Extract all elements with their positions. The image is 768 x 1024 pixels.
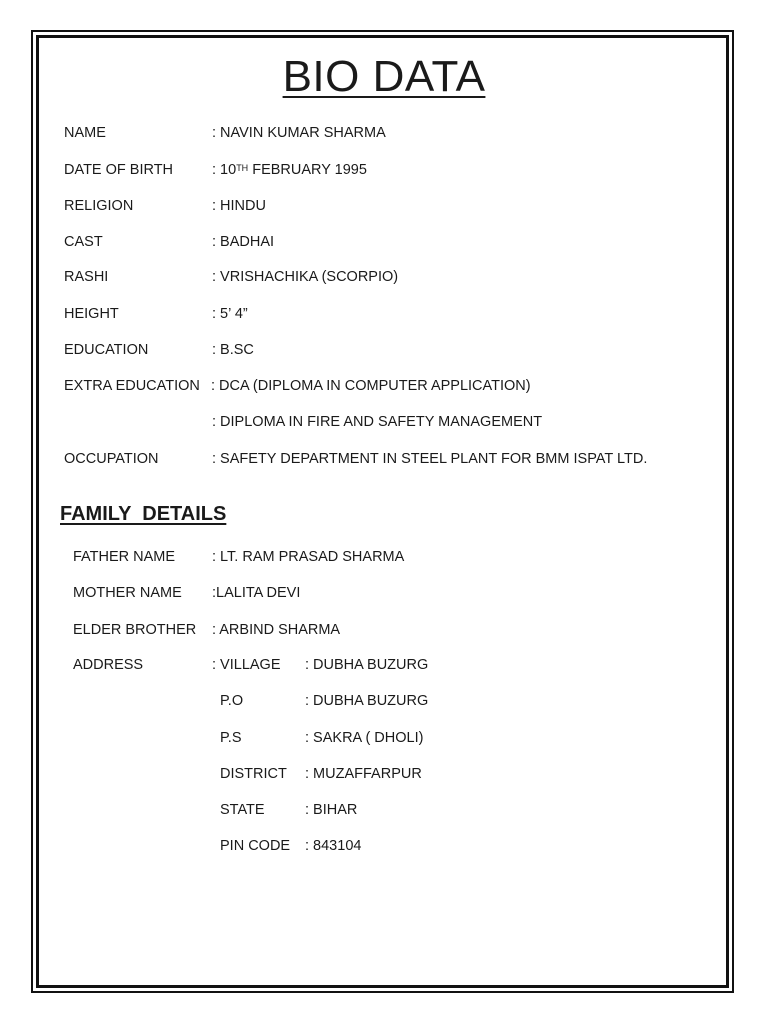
address-label: ADDRESS xyxy=(73,657,144,673)
mother-label: MOTHER NAME xyxy=(73,585,182,601)
dob-month-year: FEBRUARY 1995 xyxy=(248,162,367,178)
name-value: : NAVIN KUMAR SHARMA xyxy=(212,125,386,141)
height-value: : 5’ 4” xyxy=(212,306,248,322)
po-value: : DUBHA BUZURG xyxy=(305,693,429,709)
pin-code-value: : 843104 xyxy=(305,838,362,854)
dob-value xyxy=(212,161,367,179)
mother-value: :LALITA DEVI xyxy=(212,585,301,601)
dob-label: DATE OF BIRTH xyxy=(64,162,174,178)
address-village-value: : DUBHA BUZURG xyxy=(305,657,429,673)
cast-value: : BADHAI xyxy=(212,234,275,250)
dob-day: : 10 xyxy=(212,162,237,178)
page-title: BIO DATA xyxy=(282,52,486,101)
occupation-label: OCCUPATION xyxy=(64,451,159,467)
education-label: EDUCATION xyxy=(64,342,149,358)
dob-ordinal: TH xyxy=(236,163,249,173)
religion-label: RELIGION xyxy=(64,198,134,214)
extra-education-value: : DCA (DIPLOMA IN COMPUTER APPLICATION) xyxy=(211,378,531,394)
occupation-value: : SAFETY DEPARTMENT IN STEEL PLANT FOR BMM ISPAT LTD. xyxy=(212,451,648,467)
ps-value: : SAKRA ( DHOLI) xyxy=(305,730,424,746)
extra-education-label: EXTRA EDUCATION xyxy=(64,378,200,394)
education-value: : B.SC xyxy=(212,342,254,358)
address-village-label: : VILLAGE xyxy=(212,657,281,673)
father-value: : LT. RAM PRASAD SHARMA xyxy=(212,549,405,565)
district-value: : MUZAFFARPUR xyxy=(305,766,422,782)
po-label: P.O xyxy=(220,693,244,709)
pin-code-label: PIN CODE xyxy=(220,838,291,854)
state-label: STATE xyxy=(220,802,265,818)
name-label: NAME xyxy=(64,125,106,141)
religion-value: : HINDU xyxy=(212,198,266,214)
family-details-heading: FAMILY DETAILS xyxy=(60,503,227,525)
height-label: HEIGHT xyxy=(64,306,119,322)
rashi-label: RASHI xyxy=(64,269,109,285)
state-value: : BIHAR xyxy=(305,802,358,818)
rashi-value: : VRISHACHIKA (SCORPIO) xyxy=(212,269,399,285)
ps-label: P.S xyxy=(220,730,242,746)
elder-brother-label: ELDER BROTHER xyxy=(73,622,197,638)
cast-label: CAST xyxy=(64,234,103,250)
district-label: DISTRICT xyxy=(220,766,287,782)
elder-brother-value: : ARBIND SHARMA xyxy=(212,622,341,638)
father-label: FATHER NAME xyxy=(73,549,176,565)
extra-education-value-2: : DIPLOMA IN FIRE AND SAFETY MANAGEMENT xyxy=(212,414,543,430)
